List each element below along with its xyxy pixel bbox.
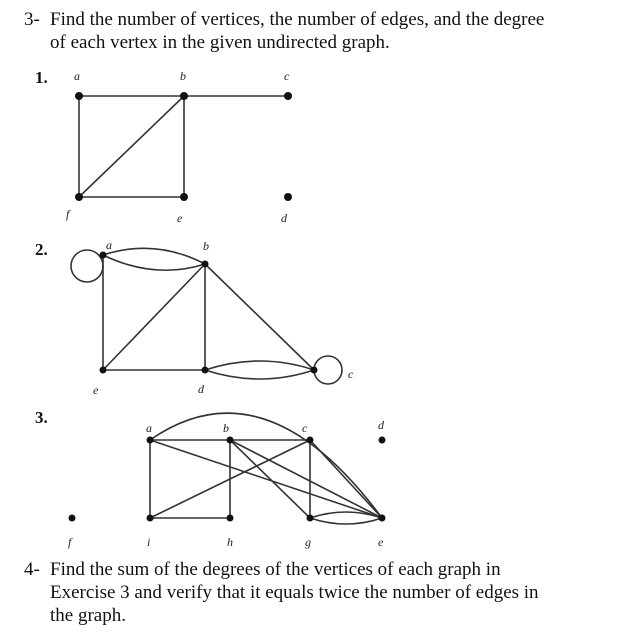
vertex-label: d [378,418,384,432]
vertex-label: f [66,207,70,221]
vertex-c [311,367,318,374]
vertex-e [379,515,386,522]
question-4-line-1: Find the sum of the degrees of the vertices of each graph in [50,559,501,580]
graph-3 [150,413,382,524]
question-4-line-2: Exercise 3 and verify that it equals twice the number of edges in [50,582,539,603]
edge-b-g [230,440,310,518]
graph-2 [71,248,342,384]
graph-2-label: 2. [35,240,48,259]
question-4-line-3: the graph. [50,605,126,626]
graph-3-label: 3. [35,408,48,427]
vertex-e [100,367,107,374]
vertex-label: a [146,421,152,435]
vertex-c [284,92,292,100]
vertex-d [202,367,209,374]
vertex-a [100,252,107,259]
vertex-e [180,193,188,201]
vertex-label: d [198,382,204,396]
vertex-b [202,261,209,268]
question-4-number: 4- [24,559,40,580]
vertex-label: g [305,535,311,549]
graph-3-vertices [69,437,386,522]
vertex-f [75,193,83,201]
vertex-f [69,515,76,522]
vertex-label: b [223,421,229,435]
edge-a-e [150,440,382,518]
vertex-label: i [147,535,151,549]
vertex-d [379,437,386,444]
graph-1 [79,96,288,197]
vertex-b [227,437,234,444]
edge-d-c-lower [205,370,314,379]
question-4 [24,558,624,627]
vertex-h [227,515,234,522]
vertex-label: b [180,69,186,83]
edge-e-b [103,264,205,370]
vertex-label: d [281,211,287,225]
vertex-d [284,193,292,201]
vertex-label: e [177,211,183,225]
edge-b-c [205,264,314,370]
vertex-label: b [203,239,209,253]
vertex-label: c [348,367,354,381]
vertex-i [147,515,154,522]
vertex-label: e [378,535,384,549]
edge-b-e [230,440,382,518]
edge-d-c-upper [205,361,314,370]
vertex-label: c [302,421,308,435]
loop-c [314,356,342,384]
vertex-label: a [106,238,112,252]
vertex-a [75,92,83,100]
edge-f-b [79,96,184,197]
question-3-number: 3- [24,9,40,30]
vertex-b [180,92,188,100]
graph-1-label: 1. [35,68,48,87]
vertex-g [307,515,314,522]
vertex-label: a [74,69,80,83]
question-3-line-1: Find the number of vertices, the number of edges, and the degree [50,9,545,30]
vertex-label: c [284,69,290,83]
loop-a [71,250,103,282]
vertex-label: h [227,535,233,549]
vertex-label: f [68,535,72,549]
graph-2-vertices [100,252,318,374]
vertex-c [307,437,314,444]
vertex-a [147,437,154,444]
edge-g-e-lower [310,518,382,524]
question-3-line-2: of each vertex in the given undirected graph. [50,32,390,53]
vertex-label: e [93,383,99,397]
edge-a-e-arc [150,413,382,518]
